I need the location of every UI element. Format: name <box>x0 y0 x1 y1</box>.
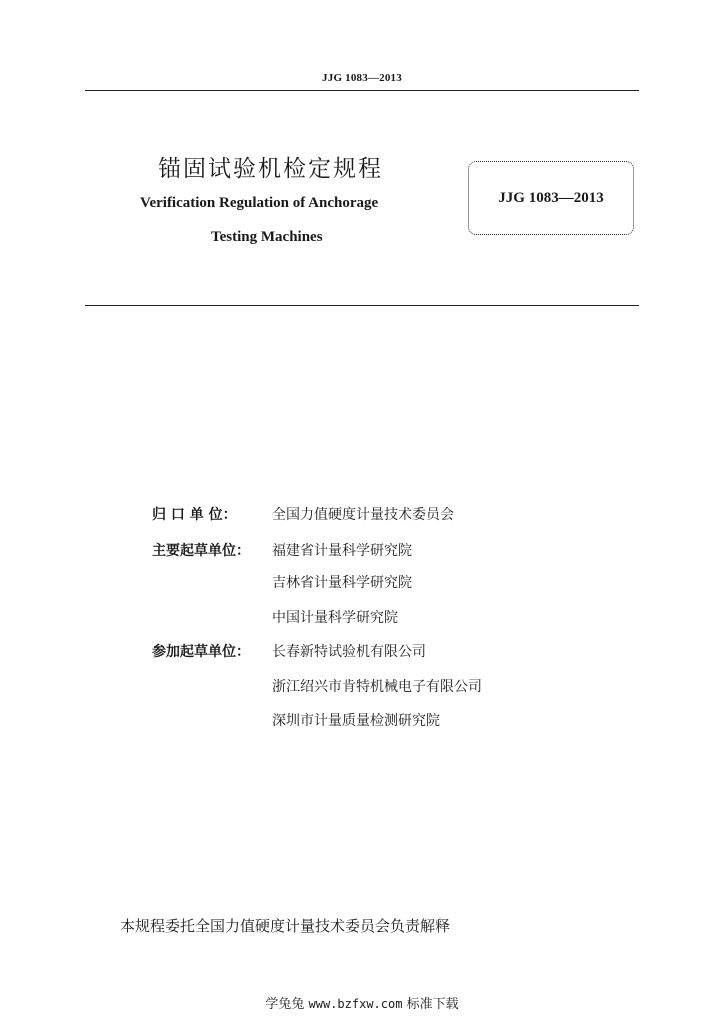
participating-drafting-unit: 浙江绍兴市肯特机械电子有限公司 <box>272 679 482 695</box>
footer <box>0 993 724 1012</box>
footer-site-tagline: 标准下载 <box>406 997 459 1012</box>
responsible-unit-label: 归 口 单 位： <box>152 507 237 523</box>
running-header: JJG 1083—2013 <box>322 72 402 84</box>
title-english-line1: Verification Regulation of Anchorage <box>140 195 379 211</box>
main-drafting-unit: 中国计量科学研究院 <box>272 610 398 626</box>
participating-drafting-label: 参加起草单位： <box>152 644 250 660</box>
main-drafting-label: 主要起草单位： <box>152 543 250 559</box>
participating-drafting-unit: 深圳市计量质量检测研究院 <box>272 713 440 729</box>
interpretation-note: 本规程委托全国力值硬度计量技术委员会负责解释 <box>120 917 451 935</box>
footer-site-name: 学兔兔 <box>265 997 305 1012</box>
main-drafting-unit: 吉林省计量科学研究院 <box>272 575 412 591</box>
standard-code: JJG 1083—2013 <box>498 190 604 206</box>
participating-drafting-unit: 长春新特试验机有限公司 <box>272 644 426 660</box>
top-rule <box>85 90 639 91</box>
main-drafting-unit: 福建省计量科学研究院 <box>272 543 412 559</box>
footer-url[interactable]: www.bzfxw.com <box>308 997 403 1011</box>
bottom-rule <box>85 305 639 306</box>
title-english-line2: Testing Machines <box>211 229 323 245</box>
responsible-unit: 全国力值硬度计量技术委员会 <box>272 507 454 523</box>
title-chinese: 锚固试验机检定规程 <box>158 156 383 182</box>
